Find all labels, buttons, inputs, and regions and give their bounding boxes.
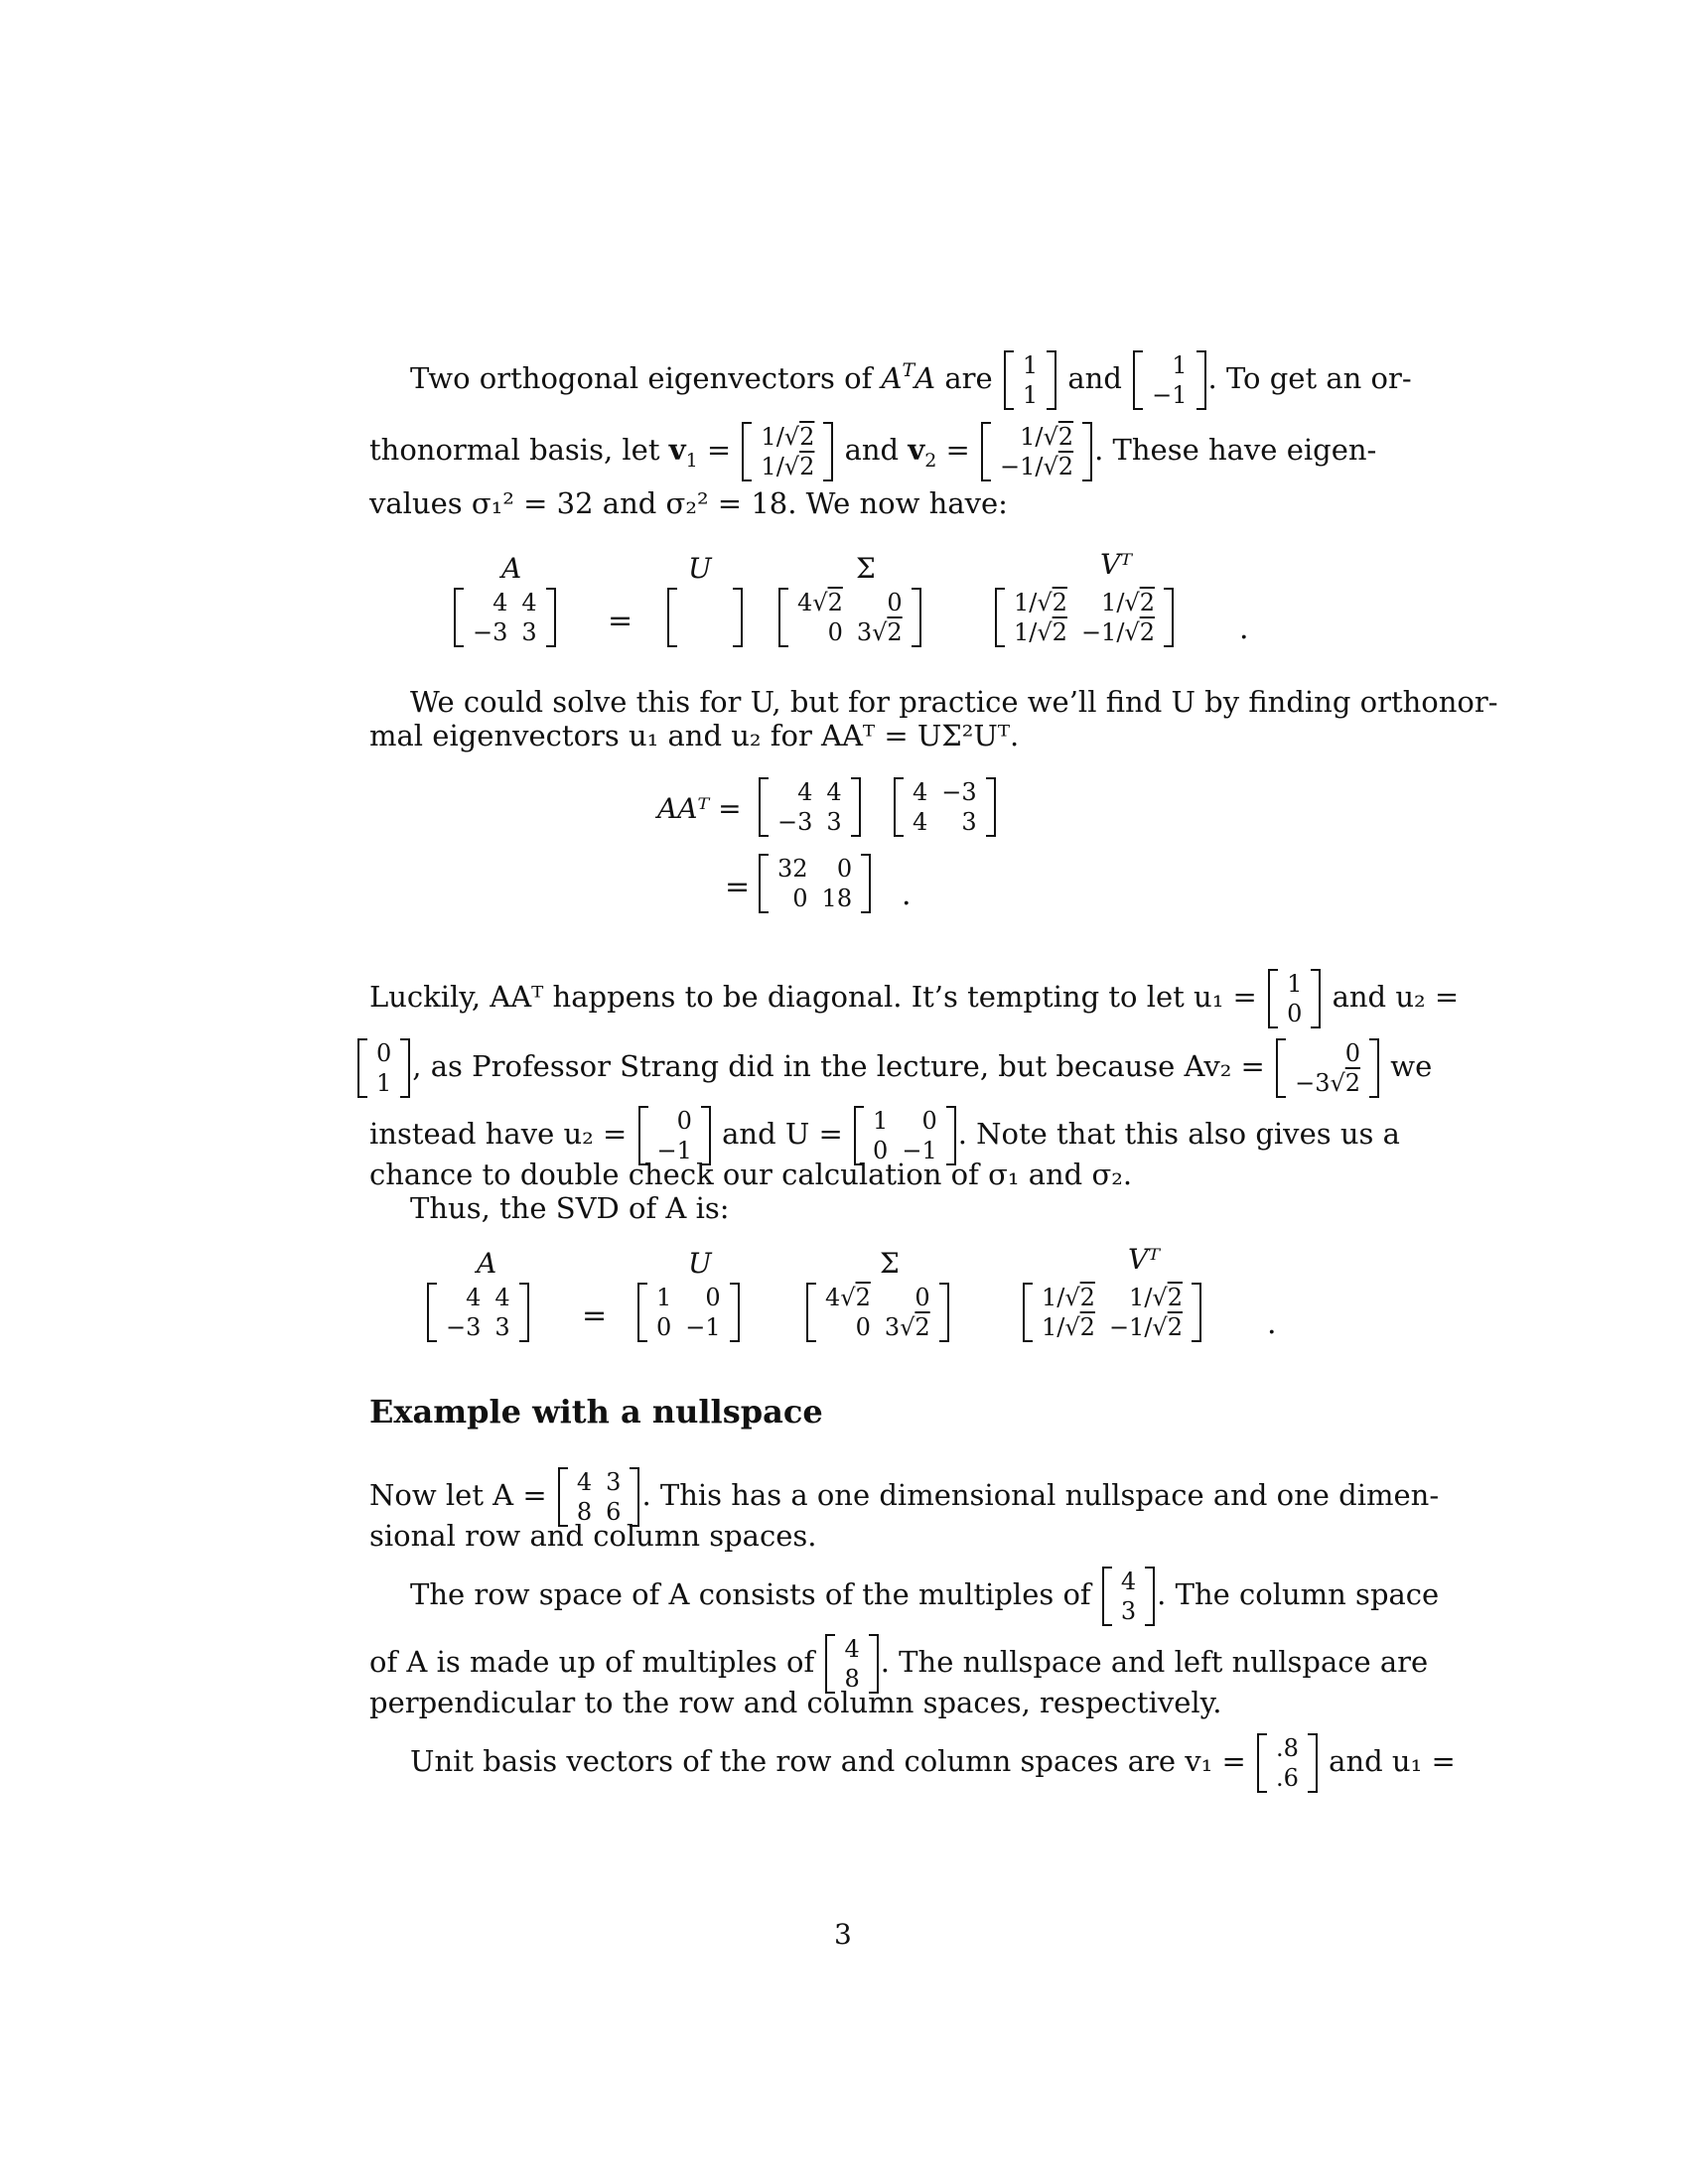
period: . <box>902 878 912 912</box>
matrix-A-2: 4 4 −3 3 <box>757 777 863 837</box>
paragraph-line-1: Two orthogonal eigenvectors of $A^TA$ are 1 1 and 1 −1 . To get an or- <box>410 351 1412 409</box>
equals-sign: = <box>608 604 633 638</box>
matrix-U-empty <box>665 588 745 647</box>
paragraph-line-11 <box>369 1467 1439 1527</box>
text-span: Unit basis vectors of the row and column spaces are v₁ = <box>410 1744 1246 1778</box>
matrix-U-final: 1 0 0 −1 <box>635 1283 742 1342</box>
label-U: U <box>688 552 712 585</box>
label-Sigma: Σ <box>880 1247 900 1280</box>
vector-0-1: 0 1 <box>355 1038 412 1098</box>
text-span: instead have u₂ = <box>369 1117 628 1151</box>
equals-sign: = <box>582 1298 608 1333</box>
text-span: . Note that this also gives us a <box>957 1117 1400 1151</box>
matrix-AAT-result: 32 0 0 18 <box>757 854 873 913</box>
text-span: and u₂ = <box>1332 980 1460 1014</box>
vector-4-8: 4 8 <box>823 1634 880 1694</box>
paragraph-line-8 <box>369 1106 1400 1165</box>
text-span: . To get an or- <box>1207 361 1412 395</box>
paragraph-line-12: sional row and column spaces. <box>369 1519 817 1553</box>
paragraph-line-16 <box>410 1733 1456 1793</box>
label-VT: Vᵀ <box>1100 548 1132 581</box>
equals-sign: = <box>725 870 751 904</box>
paragraph-line-2: thonormal basis, let $v_1$ = 1/√2 1/√2 and $v_2$ = 1/√2 −1/√2 . These have eigen- <box>369 423 1377 480</box>
paragraph-line-10: Thus, the SVD of A is: <box>410 1191 730 1225</box>
vector-0-neg1: 0 −1 <box>636 1106 713 1165</box>
label-A: A <box>501 552 522 585</box>
text-span: . This has a one dimensional nullspace and one dimen- <box>641 1478 1440 1512</box>
text-span: Two orthogonal eigenvectors of <box>410 361 873 395</box>
paragraph-line-3: values σ₁² = 32 and σ₂² = 18. We now have: <box>369 486 1008 520</box>
paragraph-line-7 <box>355 1038 1432 1098</box>
vector-1-neg1: 1 −1 <box>1131 350 1207 410</box>
label-A: A <box>477 1247 497 1280</box>
section-heading: Example with a nullspace <box>369 1393 823 1431</box>
matrix-Sigma-1: 4√2 0 0 3√2 <box>776 588 923 647</box>
paragraph-line-14 <box>369 1634 1428 1694</box>
matrix-A-3: 4 4 −3 3 <box>425 1283 531 1342</box>
matrix-VT-2: 1/√2 1/√2 1/√2 −1/√2 <box>1021 1283 1203 1342</box>
label-AAT: AAᵀ = <box>657 792 742 825</box>
matrix-U-inline: 1 0 0 −1 <box>852 1106 958 1165</box>
paragraph-line-4: We could solve this for U, but for practice we’ll find U by finding orthonor- <box>410 685 1498 719</box>
matrix-AT: 4 −3 4 3 <box>892 777 998 837</box>
label-VT: Vᵀ <box>1128 1243 1160 1276</box>
text-span: thonormal basis, let <box>369 433 660 467</box>
v2-matrix: 1/√2 −1/√2 <box>979 422 1094 481</box>
text-span: . These have eigen- <box>1094 433 1377 467</box>
text-span: and <box>1067 361 1122 395</box>
vector-unit-v1: .8 .6 <box>1255 1733 1320 1793</box>
text-span: we <box>1390 1049 1433 1083</box>
text-span: are <box>944 361 993 395</box>
paragraph-line-9: chance to double check our calculation of σ₁ and σ₂. <box>369 1158 1133 1191</box>
paragraph-line-13 <box>410 1567 1439 1626</box>
page-number: 3 <box>834 1918 852 1951</box>
vector-1-0: 1 0 <box>1266 969 1323 1028</box>
paragraph-line-15: perpendicular to the row and column spaces, respectively. <box>369 1686 1222 1719</box>
period: . <box>1239 612 1249 646</box>
matrix-A-1: 4 4 −3 3 <box>452 588 558 647</box>
vector-Av2: 0 −3√2 <box>1274 1038 1381 1098</box>
text-span: and <box>844 433 900 467</box>
text-span: and u₁ = <box>1329 1744 1456 1778</box>
label-Sigma: Σ <box>856 552 876 585</box>
text-span: The row space of A consists of the multiples of <box>410 1577 1091 1611</box>
matrix-A-nullspace: 4 3 8 6 <box>556 1467 642 1527</box>
text-span: . The nullspace and left nullspace are <box>880 1645 1429 1679</box>
vector-4-3: 4 3 <box>1100 1567 1157 1626</box>
text-span: Now let A = <box>369 1478 547 1512</box>
text-span: and U = <box>722 1117 843 1151</box>
matrix-VT-1: 1/√2 1/√2 1/√2 −1/√2 <box>993 588 1176 647</box>
vector-1-1: 1 1 <box>1002 350 1058 410</box>
paragraph-line-6 <box>369 969 1459 1028</box>
text-span: Luckily, AAᵀ happens to be diagonal. It’s tempting to let u₁ = <box>369 980 1257 1014</box>
text-span: . The column space <box>1157 1577 1440 1611</box>
v1-matrix: 1/√2 1/√2 <box>740 422 835 481</box>
text-span: of A is made up of multiples of <box>369 1645 815 1679</box>
text-span: , as Professor Strang did in the lecture, but because Av₂ = <box>412 1049 1265 1083</box>
matrix-Sigma-2: 4√2 0 0 3√2 <box>804 1283 951 1342</box>
period: . <box>1267 1306 1277 1341</box>
label-U: U <box>688 1247 712 1280</box>
paragraph-line-5: mal eigenvectors u₁ and u₂ for AAᵀ = UΣ²Uᵀ. <box>369 719 1020 752</box>
